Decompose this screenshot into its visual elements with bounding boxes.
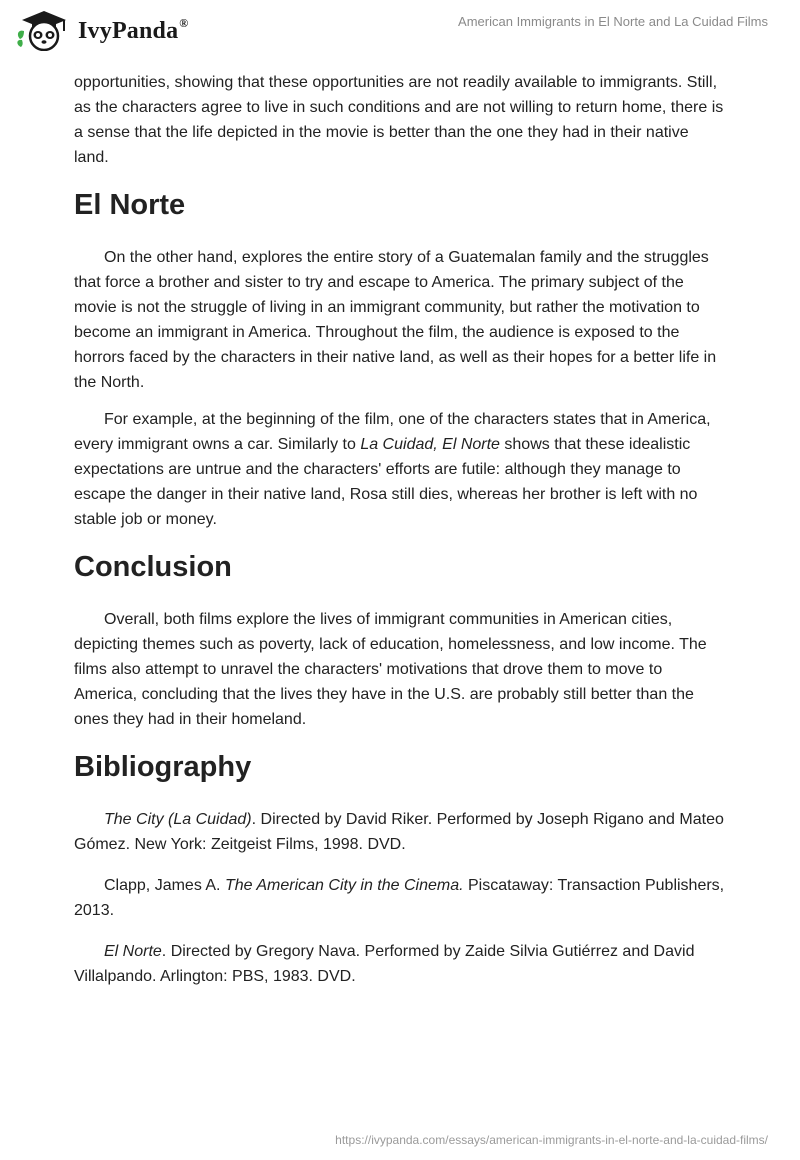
el-norte-paragraph-2: For example, at the beginning of the film, one of the characters states that in America, every immigrant owns a car. Similarly to La Cuidad, El Norte shows that these idealistic expectations are untrue and the characters' efforts are futile: although they manage to escape the danger in their native land, Rosa still dies, whereas her brother is left with no stable job or money. [74,411,711,528]
bibliography-entry-2: Clapp, James A. The American City in the Cinema. Piscataway: Transaction Publishers, 2013. [74,877,725,919]
site-logo[interactable] [14,9,188,51]
brand-name: IvyPanda® [78,15,189,44]
document-title: American Immigrants in El Norte and La Cuidad Films [458,14,768,29]
source-url[interactable]: https://ivypanda.com/essays/american-immigrants-in-el-norte-and-la-cuidad-films/ [335,1133,768,1147]
panda-graduate-icon [14,9,72,51]
section-heading-el-norte: El Norte [74,189,186,221]
essay-body [74,70,726,1005]
intro-paragraph: opportunities, showing that these opportunities are not readily available to immigrants. Still, as the characters agree to live in such conditions and are not willing to return home, there is a sense that the life depicted in the movie is better than the one they had in their native land. [74,74,724,166]
section-heading-bibliography: Bibliography [74,751,252,783]
bibliography-entry-1: The City (La Cuidad). Directed by David Riker. Performed by Joseph Rigano and Mateo Gómez. New York: Zeitgeist Films, 1998. DVD. [74,811,724,853]
bibliography-entry-3: El Norte. Directed by Gregory Nava. Performed by Zaide Silvia Gutiérrez and David Villalpando. Arlington: PBS, 1983. DVD. [74,943,695,985]
conclusion-paragraph: Overall, both films explore the lives of immigrant communities in American cities, depicting themes such as poverty, lack of education, homelessness, and low income. The films also attempt to unravel the characters' motivations that drove them to move to America, concluding that the lives they have in the U.S. are probably still better than the ones they had in their homeland. [74,611,707,728]
section-heading-conclusion: Conclusion [74,551,232,583]
el-norte-paragraph-1: On the other hand, explores the entire story of a Guatemalan family and the struggles that force a brother and sister to try and escape to America. The primary subject of the movie is not the struggle of living in an immigrant community, but rather the motivation to become an immigrant in America. Throughout the film, the audience is exposed to the horrors faced by the characters in their native land, as well as their hopes for a better life in the North. [74,249,717,391]
